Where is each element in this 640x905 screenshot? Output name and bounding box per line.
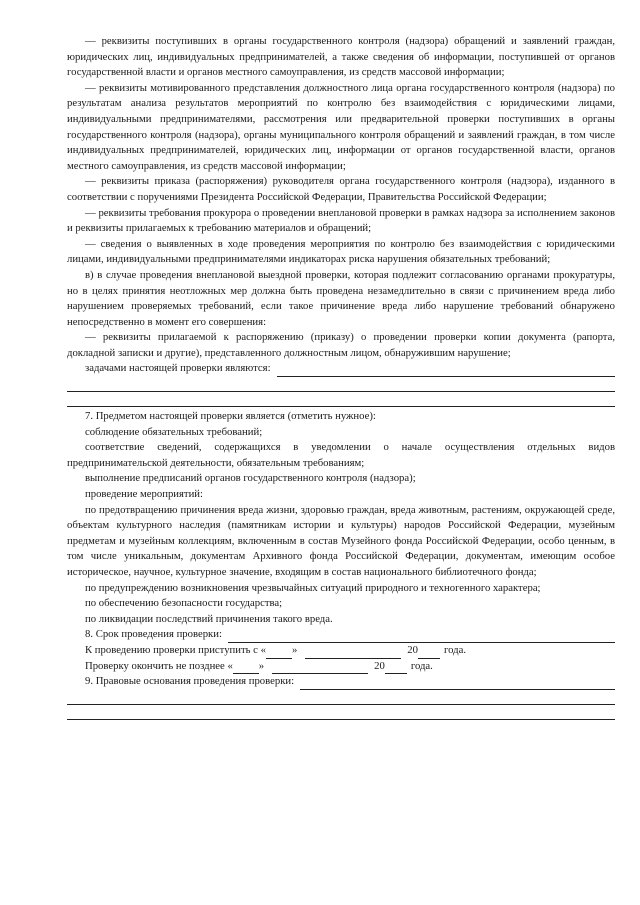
paragraph-order-details: — реквизиты приказа (распоряжения) руководителя органа государственного контроля (надзора), изданного в соответствии с поручениями Президента Российской Федерации, Правительства Российской Федерации; xyxy=(67,175,615,203)
section9-title-row xyxy=(67,674,615,690)
end-date-row xyxy=(67,659,615,675)
start-date-prefix: К проведению проверки приступить с « xyxy=(85,643,266,656)
section8-title-row xyxy=(67,627,615,643)
paragraph-motivated-representation: — реквизиты мотивированного представления должностного лица органа государственного контроля (надзора) по результатам анализа результатов мероприятий по контролю без взаимодействия с юридическими лицами, индивидуальными предпринимателями, рассмотрения или предварительной проверки поступивших в органы государственного контроля (надзора), органы муниципального контроля обращений и заявлений граждан, в том числе индивидуальных предпринимателей, юридических лиц, информации от органов государственной власти, органов местного самоуправления, из средств массовой информации; xyxy=(67,81,615,172)
tasks-row xyxy=(67,361,615,377)
section7-item-prescriptions: выполнение предписаний органов государственного контроля (надзора); xyxy=(85,472,416,485)
section7-item-liquidation: по ликвидации последствий причинения такого вреда. xyxy=(85,612,333,625)
end-day-field[interactable] xyxy=(233,662,259,674)
section9-input-line-3[interactable] xyxy=(67,705,615,720)
start-year-suffix: года. xyxy=(443,643,466,656)
section7-item-emergency: по предупреждению возникновения чрезвычайных ситуаций природного и техногенного характера; xyxy=(85,581,541,594)
end-year-field[interactable] xyxy=(385,662,407,674)
paragraph-unscheduled-inspection: в) в случае проведения внеплановой выездной проверки, которая подлежит согласованию органами прокуратуры, но в целях принятия неотложных мер должна быть проведена незамедлительно в связи с причинением вреда либо нарушением проверяемых требований, если такое причинение вреда либо нарушение требований обнаружено непосредственно в момент его совершения: xyxy=(67,268,615,328)
section7-item-measures: проведение мероприятий: xyxy=(85,488,204,501)
section7-item-harm-prevention: по предотвращению причинения вреда жизни, здоровью граждан, вреда животным, растениям, окружающей среде, объектам культурного наследия (памятникам истории и культуры) народов Российской Федерации, музейным предметам и музейным коллекциям, включенным в состав Музейного фонда Российской Федерации, особо ценным, в том числе уникальным, документам Архивного фонда Российской Федерации, документам, имеющим особое историческое, научное, культурное значение, входящим в состав национального библиотечного фонда; xyxy=(67,503,615,578)
section9-title: 9. Правовые основания проведения проверки: xyxy=(85,675,295,688)
end-year-suffix: года. xyxy=(410,659,433,672)
paragraph-attached-document: — реквизиты прилагаемой к распоряжению (приказу) о проведении проверки копии документа (рапорта, докладной записки и другие), представленного должностным лицом, обнаружившим нарушение; xyxy=(67,331,615,359)
end-date-quote: » xyxy=(258,659,265,672)
start-year-field[interactable] xyxy=(418,647,440,659)
tasks-label: задачами настоящей проверки являются: xyxy=(85,362,271,375)
start-date-quote: » xyxy=(291,643,298,656)
paragraph-prosecutor-requirement: — реквизиты требования прокурора о проведении внеплановой проверки в рамках надзора за исполнением законов и реквизиты прилагаемых к требованию материалов и обращений; xyxy=(67,206,615,235)
end-month-field[interactable] xyxy=(272,662,368,674)
paragraph-appeals-details: — реквизиты поступивших в органы государственного контроля (надзора) обращений и заявлений граждан, юридических лиц, индивидуальных предпринимателей, а также сведения об информации, поступившей от органов государственной власти и органов местного самоуправления, из средств массовой информации; xyxy=(67,35,615,79)
tasks-input-line[interactable] xyxy=(277,365,615,377)
section7-item-security: по обеспечению безопасности государства; xyxy=(85,597,283,610)
section8-input-line[interactable] xyxy=(228,631,615,643)
end-year-prefix: 20 xyxy=(374,659,385,672)
start-date-row xyxy=(67,643,615,659)
section9-input-line-2[interactable] xyxy=(67,690,615,705)
document-page xyxy=(67,34,615,720)
paragraph-risk-indicators: — сведения о выявленных в ходе проведения мероприятия по контролю без взаимодействия с юридическими лицами, индивидуальными предпринимателями индикаторах риска нарушения обязательных требований; xyxy=(67,237,615,266)
start-year-prefix: 20 xyxy=(407,643,418,656)
section9-input-line[interactable] xyxy=(300,678,615,690)
section7-item-notification: соответствие сведений, содержащихся в уведомлении о начале осуществления отдельных видов предпринимательской деятельности, обязательным требованиям; xyxy=(67,441,615,469)
section8-title: 8. Срок проведения проверки: xyxy=(85,628,222,641)
section7-item-compliance: соблюдение обязательных требований; xyxy=(85,425,263,438)
end-date-prefix: Проверку окончить не позднее « xyxy=(85,659,233,672)
section7-title: 7. Предметом настоящей проверки является (отметить нужное): xyxy=(85,410,376,423)
tasks-input-line-3[interactable] xyxy=(67,392,615,407)
start-day-field[interactable] xyxy=(266,647,292,659)
start-month-field[interactable] xyxy=(305,647,401,659)
tasks-input-line-2[interactable] xyxy=(67,377,615,392)
